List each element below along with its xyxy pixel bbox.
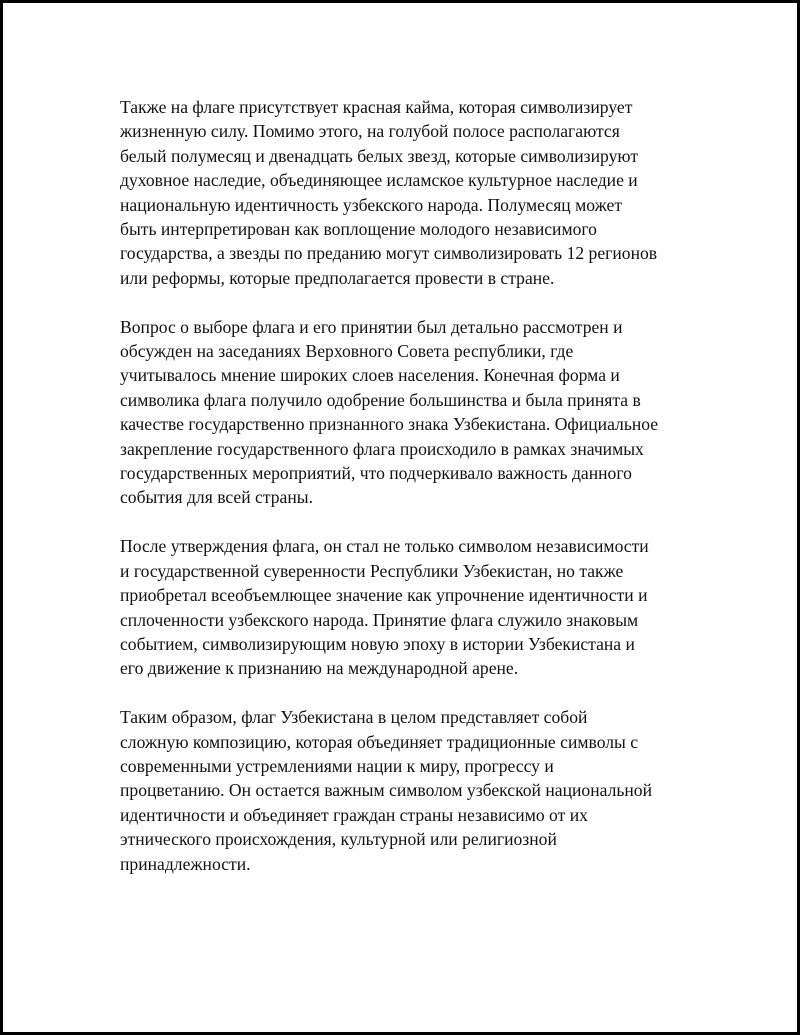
text-line: этнического происхождения, культурной или религиозной xyxy=(120,829,557,850)
text-line: сложную композицию, которая объединяет традиционные символы с xyxy=(120,731,639,752)
text-line: современными устремлениями нации к миру, прогрессу и xyxy=(120,755,554,776)
paragraph-3 xyxy=(120,534,690,680)
text-line: быть интерпретирован как воплощение молодого независимого xyxy=(120,219,597,240)
text-line: или реформы, которые предполагается провести в стране. xyxy=(120,267,555,288)
text-line: белый полумесяц и двенадцать белых звезд, которые символизируют xyxy=(120,145,639,166)
text-line: учитывалось мнение широких слоев населения. Конечная форма и xyxy=(120,365,620,386)
text-line: Таким образом, флаг Узбекистана в целом представляет собой xyxy=(120,707,588,728)
text-line: события для всей страны. xyxy=(120,487,313,508)
paragraph-2 xyxy=(120,315,690,510)
text-line: закрепление государственного флага происходило в рамках значимых xyxy=(120,438,644,459)
document-body xyxy=(120,95,690,900)
paragraph-1 xyxy=(120,95,690,290)
text-line: идентичности и объединяет граждан страны независимо от их xyxy=(120,804,588,825)
paragraph-4 xyxy=(120,705,690,876)
text-line: Вопрос о выборе флага и его принятии был детально рассмотрен и xyxy=(120,316,623,337)
text-line: государственных мероприятий, что подчеркивало важность данного xyxy=(120,463,632,484)
text-line: процветанию. Он остается важным символом узбекской национальной xyxy=(120,780,653,801)
text-line: сплоченности узбекского народа. Принятие флага служило знаковым xyxy=(120,609,639,630)
text-line: событием, символизирующим новую эпоху в истории Узбекистана и xyxy=(120,633,635,654)
text-line: государства, а звезды по преданию могут символизировать 12 регионов xyxy=(120,243,658,264)
text-line: символика флага получило одобрение большинства и была принята в xyxy=(120,389,641,410)
text-line: принадлежности. xyxy=(120,853,251,874)
text-line: духовное наследие, объединяющее исламское культурное наследие и xyxy=(120,170,638,191)
text-line: Также на флаге присутствует красная кайма, которая символизирует xyxy=(120,97,633,117)
text-line: приобретал всеобъемлющее значение как упрочнение идентичности и xyxy=(120,585,648,606)
text-line: его движение к признанию на международной арене. xyxy=(120,658,519,679)
text-line: После утверждения флага, он стал не только символом независимости xyxy=(120,536,649,557)
text-line: качестве государственно признанного знака Узбекистана. Официальное xyxy=(120,414,659,435)
text-line: обсужден на заседаниях Верховного Совета республики, где xyxy=(120,341,574,362)
text-line: жизненную силу. Помимо этого, на голубой полосе располагаются xyxy=(120,121,620,142)
text-line: национальную идентичность узбекского народа. Полумесяц может xyxy=(120,194,623,215)
text-line: и государственной суверенности Республики Узбекистан, но также xyxy=(120,560,624,581)
